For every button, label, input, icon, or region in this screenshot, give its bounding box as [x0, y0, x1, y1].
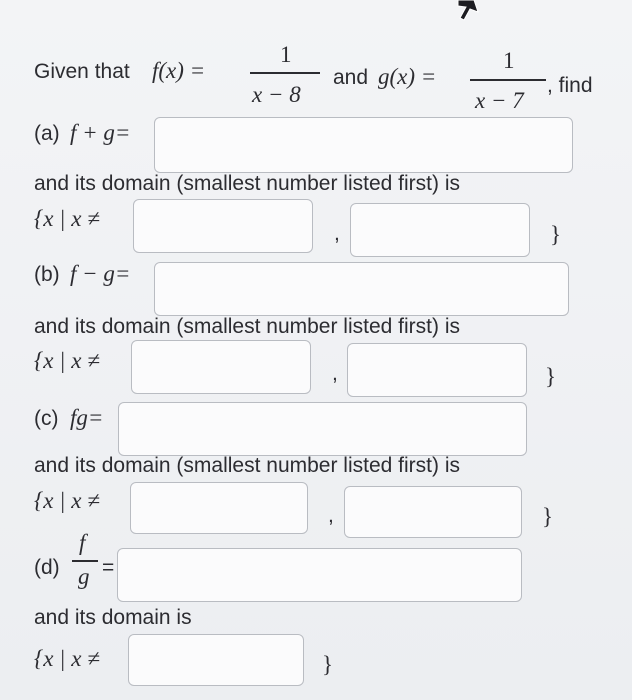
part-c-domain-text: and its domain (smallest number listed first) is [34, 454, 460, 477]
part-c-domain-input-2[interactable] [344, 486, 522, 538]
part-a-set-open: {x | x ≠ [34, 206, 100, 231]
and-text: and [333, 66, 369, 89]
part-a-expression: f + g= [70, 120, 131, 145]
f-denominator: x − 8 [252, 82, 301, 107]
g-definition-lhs: g(x) = [378, 64, 437, 89]
part-a-domain-input-2[interactable] [350, 203, 530, 257]
part-c-separator: , [328, 504, 334, 527]
part-d-set-open: {x | x ≠ [34, 646, 100, 671]
given-text: Given that [34, 60, 130, 83]
g-numerator: 1 [503, 48, 515, 73]
part-c-set-open: {x | x ≠ [34, 488, 100, 513]
part-d-set-close: } [322, 652, 334, 677]
part-a-domain-text: and its domain (smallest number listed first) is [34, 172, 460, 195]
f-definition-lhs: f(x) = [152, 58, 206, 83]
g-denominator: x − 7 [475, 88, 524, 113]
part-d-fraction-numerator: f [79, 530, 86, 555]
part-b-set-close: } [545, 364, 557, 389]
f-fraction-bar [250, 72, 320, 74]
part-b-label: (b) [34, 263, 60, 286]
part-d-domain-text: and its domain is [34, 606, 192, 629]
f-numerator: 1 [280, 42, 292, 67]
part-c-set-close: } [542, 504, 554, 529]
part-a-separator: , [334, 222, 340, 245]
part-b-expression: f − g= [70, 261, 131, 286]
part-a-label: (a) [34, 122, 60, 145]
part-b-domain-text: and its domain (smallest number listed first) is [34, 315, 460, 338]
part-a-set-close: } [550, 222, 562, 247]
part-c-expression: fg= [70, 405, 104, 430]
part-d-domain-input[interactable] [128, 634, 304, 686]
part-b-separator: , [332, 362, 338, 385]
mouse-pointer-icon [456, 0, 482, 22]
part-b-answer-input[interactable] [154, 262, 569, 316]
part-d-label: (d) [34, 556, 60, 579]
part-b-set-open: {x | x ≠ [34, 348, 100, 373]
part-d-fraction-bar [72, 560, 98, 562]
part-d-fraction-denominator: g [78, 564, 90, 589]
part-b-domain-input-1[interactable] [131, 340, 311, 394]
part-a-domain-input-1[interactable] [133, 199, 313, 253]
part-a-answer-input[interactable] [154, 117, 573, 173]
part-d-equals: = [102, 556, 115, 579]
part-c-answer-input[interactable] [118, 402, 527, 456]
part-c-domain-input-1[interactable] [130, 482, 308, 534]
part-b-domain-input-2[interactable] [347, 343, 527, 397]
part-d-answer-input[interactable] [117, 548, 522, 602]
g-fraction-bar [470, 79, 546, 81]
part-c-label: (c) [34, 407, 59, 430]
find-text: , find [547, 74, 593, 97]
